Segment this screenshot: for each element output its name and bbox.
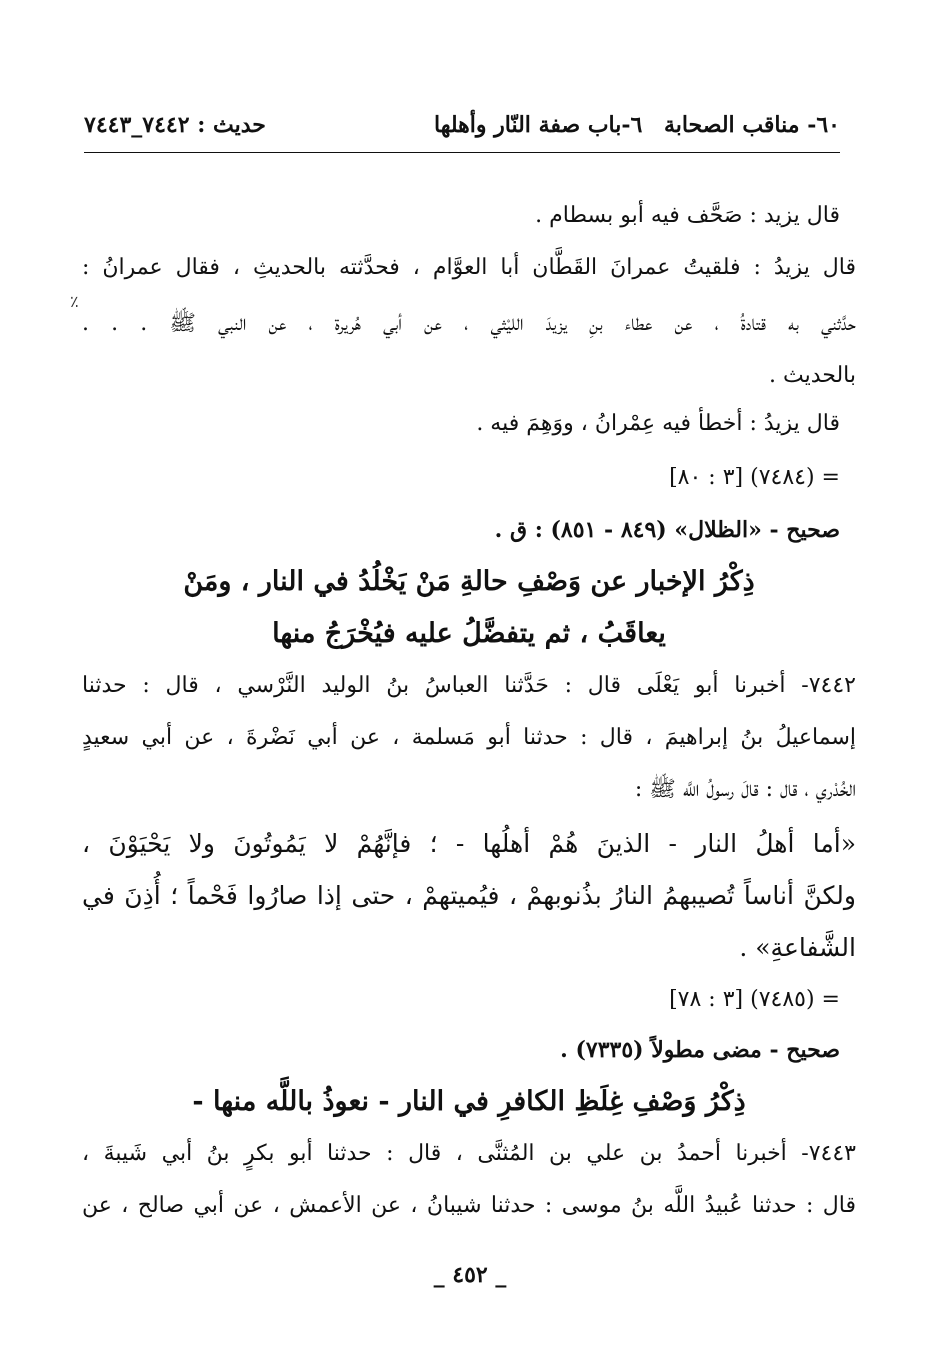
matn-line: ولكنَّ أناساً تُصيبهمُ النارُ بذُنوبهمْ ، فيُميتهمْ ، حتى إذا صارُوا فَحْماً ؛ أُذِنَ في <box>82 881 856 910</box>
header-section: ٦-باب صفة النّار وأهلها <box>434 112 643 138</box>
header-hadith-range: حديث : ٧٤٤٢_٧٤٤٣ <box>84 112 266 138</box>
grading-line: صحيح - مضى مطولاً (٧٣٣٥) . <box>560 1037 840 1063</box>
text-line: قال يزيدُ : أخطأ فيه عِمْرانُ ، ووَهِمَ فيه . <box>476 411 840 436</box>
section-heading: ذِكْرُ الإخبار عن وَصْفِ حالةِ مَنْ يَخْلُدُ في النار ، ومَنْ <box>183 566 755 597</box>
hadith-line: ٧٤٤٣- أخبرنا أحمدُ بن علي بن المُثنَّى ، قال : حدثنا أبو بكرٍ بنُ أبي شَيبةَ ، <box>82 1141 856 1166</box>
hadith-line: ٧٤٤٢- أخبرنا أبو يَعْلَى قال : حَدَّثنا العباسُ بنُ الوليد النَّرْسي ، قال : حدثنا <box>82 673 856 698</box>
text-line: قال يزيدُ : فلقيتُ عمرانَ القَطَّان أبا العوَّام ، فحدَّثته بالحديثِ ، فقال عمرانُ : <box>82 255 856 280</box>
section-heading: يعاقَبُ ، ثم يتفضَّلُ عليه فيُخْرَجُ منها <box>272 618 666 649</box>
hadith-line: قال : حدثنا عُبيدُ اللَّه بنُ موسى : حدثنا شيبانُ ، عن الأعمش ، عن أبي صالح ، عن <box>82 1193 856 1218</box>
grading-line: صحيح - «الظلال» (٨٤٩ - ٨٥١) : ق . <box>494 517 840 543</box>
reference-line: = (٧٤٨٤) [٣ : ٨٠] <box>669 465 840 490</box>
text-line: حدَّثني به قتادةُ ، عن عطاء بنِ يزيدَ الليْثي ، عن أبي هُريرة ، عن النبي ﷺ . . . <box>82 311 856 336</box>
header-rule <box>84 152 840 153</box>
text-line: قال يزيد : صَحَّف فيه أبو بسطام . <box>535 203 840 228</box>
margin-mark: ٪ <box>70 292 79 311</box>
running-header <box>84 112 840 148</box>
section-heading: ذِكْرُ وَصْفِ غِلَظِ الكافرِ في النار - نعوذُ باللَّه منها - <box>192 1086 746 1117</box>
matn-line: «أما أهلُ النار - الذينَ هُمْ أهلُها - ؛ فإنَّهُمْ لا يَمُوتُونَ ولا يَحْيَوْنَ ، <box>82 829 856 858</box>
header-chapter: ٦٠- مناقب الصحابة <box>663 112 840 138</box>
hadith-line: إسماعيلُ بنُ إبراهيمَ ، قال : حدثنا أبو مَسلمة ، عن أبي نَضْرةَ ، عن أبي سعيدٍ <box>82 725 856 750</box>
text-line: بالحديث . <box>769 363 856 388</box>
matn-line: الشَّفاعةِ» . <box>739 933 856 962</box>
reference-line: = (٧٤٨٥) [٣ : ٧٨] <box>669 987 840 1012</box>
page-number: _ ٤٥٢ _ <box>433 1262 507 1288</box>
hadith-line: الخُدْري ، قال : قالَ رسولُ اللَّه ﷺ : <box>634 777 856 802</box>
